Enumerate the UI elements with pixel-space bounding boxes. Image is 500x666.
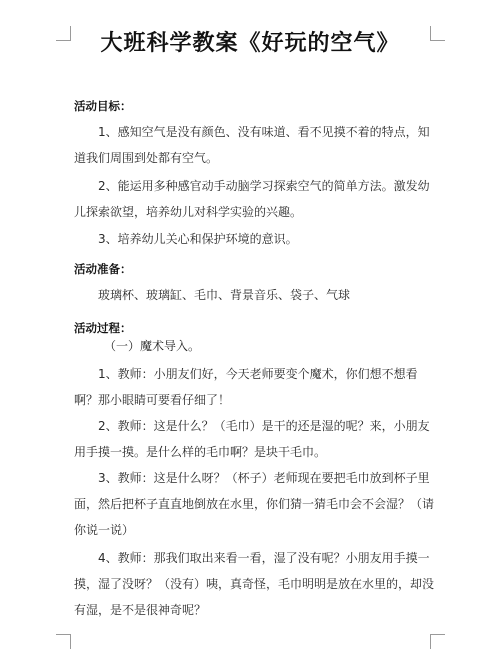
goal-item-2: 2、能运用多种感官动手动脑学习探索空气的简单方法。激发幼儿探索欲望，培养幼儿对科学实验的兴趣。 [74,179,430,219]
process-subheading: （一）魔术导入。 [104,339,201,353]
document-title: 大班科学教案《好玩的空气》 [100,31,400,56]
crop-mark-bottom-left [56,634,71,649]
process-item-2: 2、教师：这是什么？（毛巾）是干的还是湿的呢？来，小朋友用手摸一摸。是什么样的毛巾啊？是块干毛巾。 [74,419,430,459]
process-item-1: 1、教师：小朋友们好，今天老师要变个魔术，你们想不想看啊？那小眼睛可要看仔细了！ [74,367,418,407]
process-heading: 活动过程： [74,321,132,335]
preparation-heading: 活动准备： [74,262,132,276]
process-item-4: 4、教师：那我们取出来看一看，湿了没有呢？小朋友用手摸一摸，湿了没呀？（没有）咦，真奇怪，毛巾明明是放在水里的，却没有湿，是不是很神奇呢？ [74,551,435,617]
goal-item-3: 3、培养幼儿关心和保护环境的意识。 [98,232,298,246]
crop-mark-bottom-right [430,634,445,649]
process-item-3: 3、教师：这是什么呀？（杯子）老师现在要把毛巾放到杯子里面，然后把杯子直直地倒放在水里，你们猜一猜毛巾会不会湿？（请你说一说） [74,471,435,537]
goals-heading: 活动目标： [74,99,132,113]
preparation-text: 玻璃杯、玻璃缸、毛巾、背景音乐、袋子、气球 [98,288,351,302]
goal-item-1: 1、感知空气是没有颜色、没有味道、看不见摸不着的特点，知道我们周围到处都有空气。 [74,125,430,165]
